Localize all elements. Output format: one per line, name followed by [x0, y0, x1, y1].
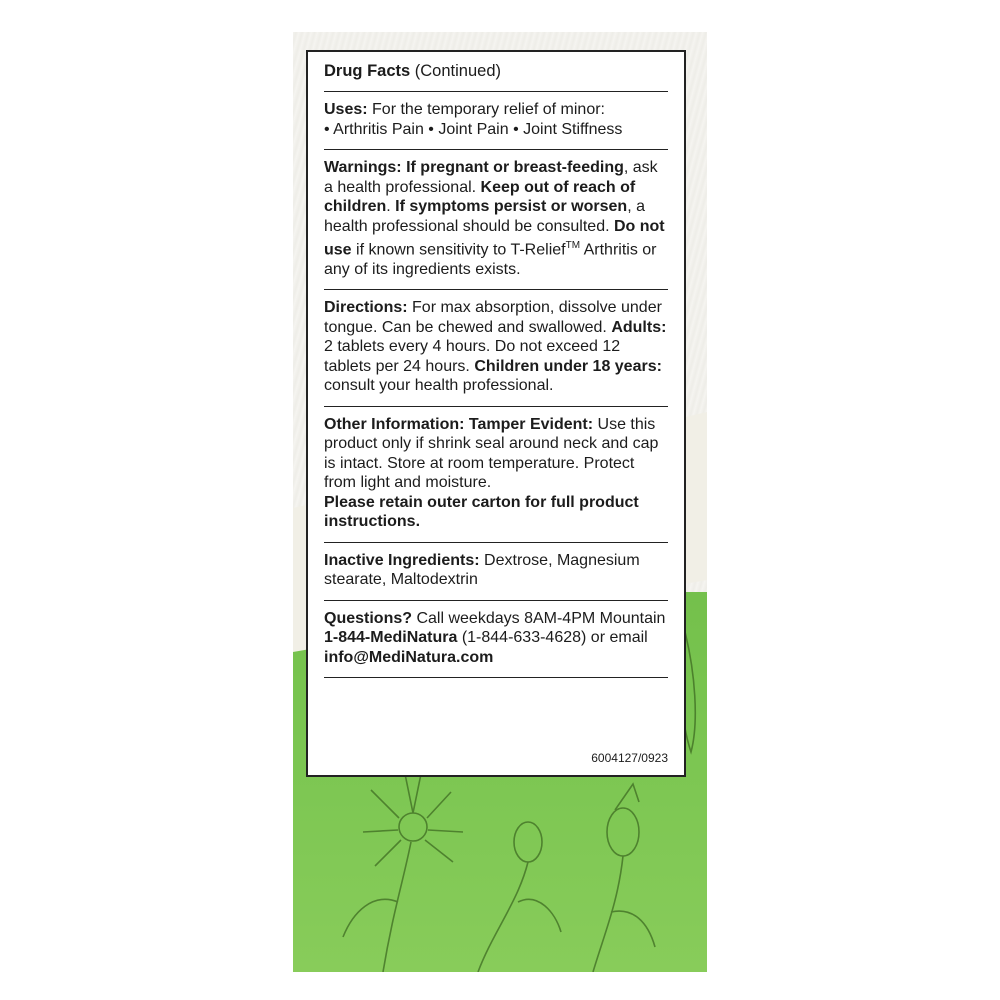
other-information-section: Other Information: Tamper Evident: Use this product only if shrink seal around neck and cap is intact. Store at room temperature. Protect from light and moisture. Please retain outer carton for full product instructions. [324, 407, 668, 543]
warnings-section: Warnings: If pregnant or breast-feeding, ask a health professional. Keep out of reach of children. If symptoms persist or worsen, a health professional should be consulted. Do not use if known sensitivity to T-Relief™ Arthritis or any of its ingredients exists. [324, 150, 668, 290]
trademark: TM [565, 240, 581, 251]
uses-section: Uses: For the temporary relief of minor: • Arthritis Pain • Joint Pain • Joint Stiffness [324, 91, 668, 150]
lot-code: 6004127/0923 [591, 751, 668, 765]
inactive-ingredients-section: Inactive Ingredients: Dextrose, Magnesium stearate, Maltodextrin [324, 543, 668, 601]
drug-facts-panel [306, 50, 686, 777]
bud-middle [478, 822, 561, 972]
questions-section: Questions? Call weekdays 8AM-4PM Mountain 1-844-MediNatura (1-844-633-4628) or email info@MediNatura.com [324, 601, 668, 679]
daisy-flower-left [343, 774, 463, 972]
uses-items: • Arthritis Pain • Joint Pain • Joint Stiffness [324, 120, 623, 138]
directions-section: Directions: For max absorption, dissolve under tongue. Can be chewed and swallowed. Adults: 2 tablets every 4 hours. Do not exceed 12 tablets per 24 hours. Children under 18 years: consult your health professional. [324, 290, 668, 407]
drug-facts-title: Drug Facts (Continued) [324, 62, 501, 80]
bud-right [593, 784, 655, 972]
